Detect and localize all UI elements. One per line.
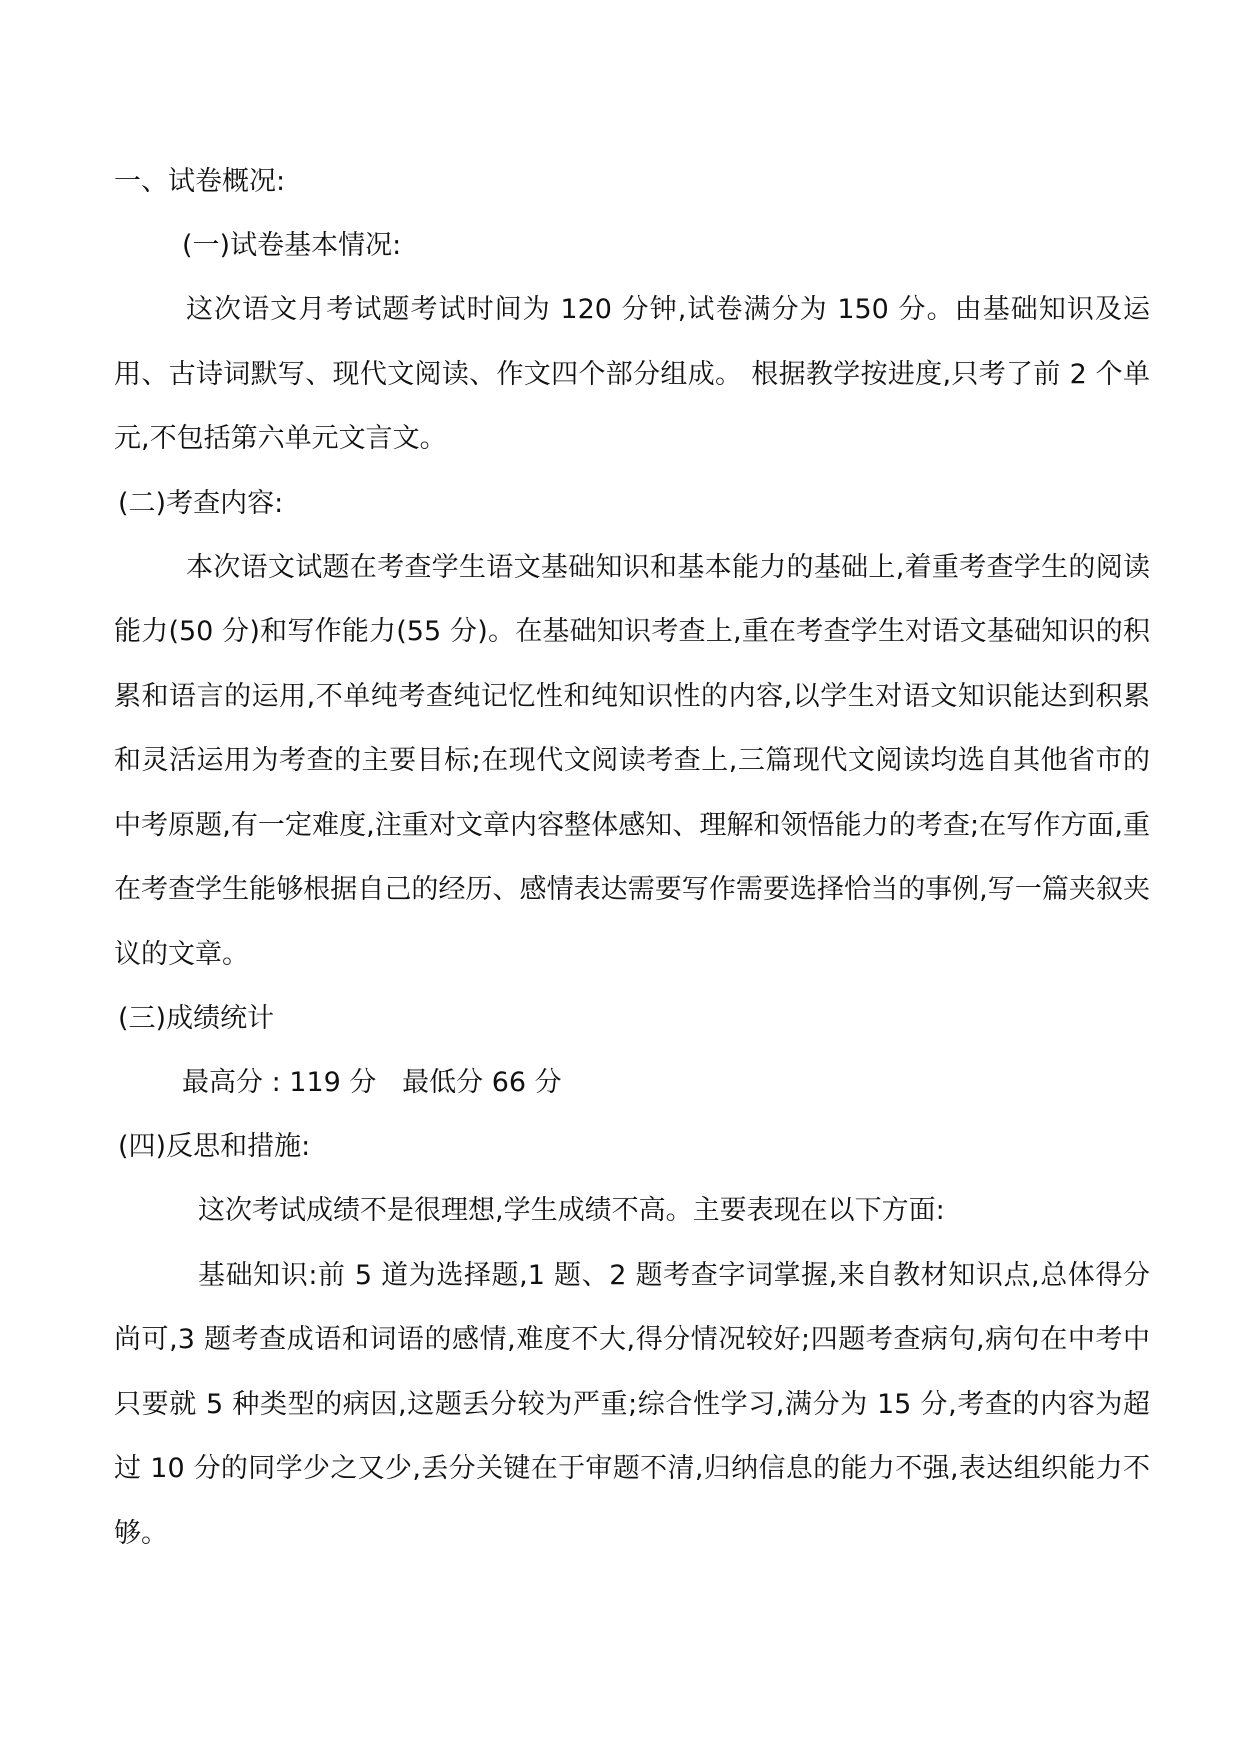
paragraph-basic-knowledge: 基础知识:前 5 道为选择题,1 题、2 题考查字词掌握,来自教材知识点,总体得分尚可,3 题考查成语和词语的感情,难度不大,得分情况较好;四题考查病句,病句在中考中只要就 5 种类型的病因,这题丢分较为严重;综合性学习,满分为 15 分,考查的内容为超过 10 分的同学少之又少,丢分关键在于审题不清,归纳信息的能力不强,表达组织能力不够。: [114, 1259, 1150, 1549]
paragraph-basic-info: 这次语文月考试题考试时间为 120 分钟,试卷满分为 150 分。由基础知识及运用、古诗词默写、现代文阅读、作文四个部分组成。 根据教学按进度,只考了前 2 个单元,不包括第六单元文言文。: [114, 294, 1150, 454]
subheading-exam-content: (二)考查内容:: [118, 487, 284, 519]
section-heading-overview: 一、试卷概况:: [114, 166, 286, 197]
paragraph-exam-content: 本次语文试题在考查学生语文基础知识和基本能力的基础上,着重考查学生的阅读能力(50 分)和写作能力(55 分)。在基础知识考查上,重在考查学生对语文基础知识的积累和语言的运用,不单纯考查纯记忆性和纯知识性的内容,以学生对语文知识能达到积累和灵活运用为考查的主要目标;在现代文阅读考查上,三篇现代文阅读均选自其他省市的中考原题,有一定难度,注重对文章内容整体感知、理解和领悟能力的考查;在写作方面,重在考查学生能够根据自己的经历、感情表达需要写作需要选择恰当的事例,写一篇夹叙夹议的文章。: [114, 551, 1150, 970]
subheading-score-statistics: (三)成绩统计: [118, 1003, 275, 1034]
subheading-reflection: (四)反思和措施:: [118, 1131, 311, 1162]
subheading-basic-info: (一)试卷基本情况:: [182, 230, 402, 261]
paragraph-reflection-summary: 这次考试成绩不是很理想,学生成绩不高。主要表现在以下方面:: [198, 1195, 945, 1226]
score-line: 最高分 : 119 分 最低分 66 分: [182, 1067, 562, 1098]
document-body: [114, 150, 1150, 1566]
